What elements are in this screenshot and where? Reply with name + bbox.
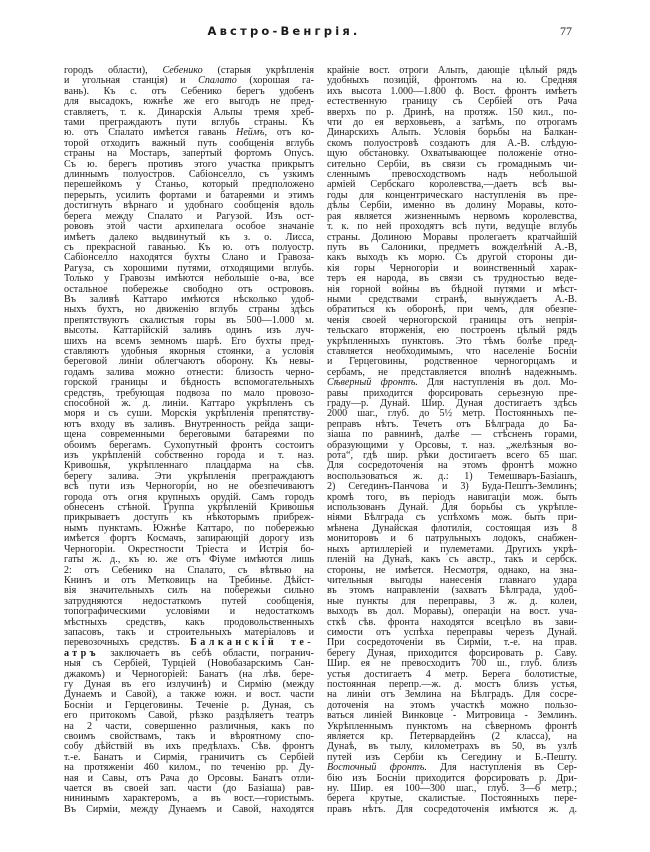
text-run: щую обстановку. Охватывающее положеніе отно- bbox=[327, 148, 577, 160]
text-run: его притокомъ Савой, рѣзко раздѣляетъ театръ bbox=[64, 710, 314, 722]
text-run: страны. Долиною Моравы пролегаетъ кратчайшій bbox=[327, 231, 577, 243]
text-run: на протяженіи 460 килом., по теченію рр. Ду- bbox=[64, 762, 314, 774]
text-run: скомъ полуостровѣ создаютъ для А.-В. слѣдую- bbox=[327, 137, 577, 149]
text-run: ная и Савы, отъ Рача до Орсовы. Банатъ отли- bbox=[64, 772, 314, 784]
page-number: 77 bbox=[560, 24, 572, 38]
text-run: на 2 части, совершенно различныя, какъ по bbox=[64, 720, 314, 732]
left-column bbox=[64, 66, 314, 815]
text-run: является кр. Петервардейнъ (2 класса), на bbox=[327, 731, 577, 742]
text-run: ченія своей черногорской границы отъ непрія- bbox=[327, 314, 577, 326]
text-run: реправъ нѣтъ. Течетъ отъ Бѣлграда до Ба- bbox=[327, 418, 577, 430]
text-run: перевозочныхъ средствъ. bbox=[64, 637, 191, 649]
text-run: 2000 шаг., глуб. до 5½ метр. Постоянныхъ пе- bbox=[327, 408, 577, 420]
text-run: арміей Сербскаго королевства,—даетъ всѣ вы- bbox=[327, 179, 577, 191]
text-run: Въ Сирміи, между Дунаемъ и Савой, находятся bbox=[64, 803, 314, 815]
italic-heading: Спалато bbox=[198, 75, 237, 87]
text-run: перерыть, усилить фортами и батареями и этимъ bbox=[64, 189, 314, 201]
text-run: вія значительныхъ силъ на побережьи сильно bbox=[64, 585, 314, 597]
text-run: Динарскихъ Альпъ. Условія борьбы на Балкан- bbox=[327, 127, 577, 139]
text-run: гу Дуная въ его излучинѣ) и Сирмію (между bbox=[64, 678, 314, 690]
text-run: обратиться къ оборонѣ, при чемъ, для обезпе- bbox=[327, 304, 577, 316]
text-run: зіаша по равнинѣ, далѣе — стѣсненъ горами, bbox=[327, 429, 577, 441]
text-run: ныя съ Сербіей, Турціей (Новобазарскимъ Сан- bbox=[64, 658, 314, 670]
text-run: 2: отъ Себенико на Спалато, съ вѣтвью на bbox=[64, 564, 314, 576]
text-run: Для наступленія въ Сер- bbox=[426, 762, 577, 774]
text-run: , отъ ко- bbox=[264, 127, 314, 139]
text-run: ставляетъ, т. к. Динарскія Альпы тремя хреб- bbox=[64, 106, 314, 118]
text-run: При сосредоточеніи въ Сирміи, т.-е. на прав. bbox=[327, 637, 577, 649]
text-run: берегу Дуная, приходится форсировать р. Саву. bbox=[327, 647, 577, 659]
text-run: тельскаго вторженія, ею построенъ цѣлый рядъ bbox=[327, 325, 577, 337]
text-run: Укрѣпленнымъ пунктомъ на сѣверномъ фронтѣ bbox=[327, 720, 577, 732]
text-run: равы приходится форсировать серьезную пре- bbox=[327, 387, 577, 399]
text-run: Книнъ и отъ Метковицъ на Требинье. Дѣйст- bbox=[64, 574, 314, 586]
text-run: горской границы и бѣдность вспомогательныхъ bbox=[64, 377, 314, 389]
text-run: джакомъ) и Черногоріей: Банатъ (на лѣв. бере- bbox=[64, 668, 314, 680]
text-run: торой отходитъ важный путь сообщенія вглубь bbox=[64, 137, 314, 149]
text-run: прикрываетъ доступъ къ нѣкоторымъ прибреж- bbox=[64, 512, 314, 524]
page-header bbox=[64, 24, 576, 40]
text-run: чительныя выгоды нанесенія главнаго удара bbox=[327, 574, 577, 586]
text-run: естественную границу съ Сербіей отъ Рача bbox=[327, 96, 577, 108]
text-run: запасовъ, такъ и строительныхъ матеріаловъ и bbox=[64, 626, 314, 638]
text-run: тами преграждаютъ пути вглубь страны. Къ bbox=[64, 117, 314, 129]
text-run: сительно Сербіи, въ связи съ громаднымъ чи- bbox=[327, 158, 577, 170]
text-run: 2) Сегединъ-Панчова и 3) Буда-Пештъ-Землинъ; bbox=[327, 481, 577, 493]
text-run: укрѣпленныхъ пунктовъ. Это тѣмъ болѣе пред- bbox=[327, 335, 577, 347]
text-run: образующими у Орсовы, т. наз. „желѣзныя во- bbox=[327, 439, 577, 451]
right-column bbox=[327, 66, 577, 815]
text-run: Дунаѣ, въ тылу, километрахъ въ 50, въ узлѣ bbox=[327, 741, 577, 753]
text-run: кія горы Черногоріи и воинственный харак- bbox=[327, 262, 577, 274]
text-run: Шир. ея не превосходитъ 700 ш., глуб. близъ bbox=[327, 658, 577, 670]
text-run: (старыя укрѣпленія bbox=[202, 65, 314, 76]
text-run: заключаетъ въ себѣ области, погранич- bbox=[98, 647, 314, 659]
text-run: устья достигаетъ 4 метр. Берега болотистые, bbox=[327, 668, 577, 680]
text-run: вань). Къ с. отъ Себенико берегъ удобенъ bbox=[64, 85, 314, 97]
text-run: правъ нѣтъ. Для сосредоточенія имѣются ж. д. bbox=[327, 803, 577, 815]
text-run: вверхъ по р. Дринѣ, на протяж. 150 кил., по- bbox=[327, 106, 577, 118]
text-run: доточенія на этомъ участкѣ можно пользо- bbox=[327, 699, 577, 711]
text-run: Въ заливѣ Каттаро имѣются нѣсколько удоб- bbox=[64, 293, 314, 305]
text-run: ставляютъ удобныя якорныя стоянки, а условія bbox=[64, 345, 314, 357]
text-run: ными средствами странѣ, вынуждаетъ А.-В. bbox=[327, 293, 577, 305]
text-run: и Герцеговины, родственное черногорцамъ и bbox=[327, 356, 577, 368]
text-run: сленнымъ превосходствомъ надъ небольшой bbox=[327, 169, 577, 181]
text-run: удобныхъ позицій, фронтомъ на ю. Средняя bbox=[327, 75, 577, 87]
text-run: нининымъ характеромъ, а въ вост.—гористымъ. bbox=[64, 793, 314, 805]
text-run: ніями Бѣлграда съ успѣхомъ мож. быть при- bbox=[327, 512, 577, 524]
text-run: нымъ пунктамъ. Южнѣе Каттаро, по побережью bbox=[64, 522, 314, 534]
text-run: рововъ этой части архипелага особое значаніе bbox=[64, 221, 314, 233]
text-run: крайніе вост. отроги Альпъ, дающіе цѣлый рядъ bbox=[327, 65, 577, 76]
text-run: годы для концентрическаго наступленія въ пре- bbox=[327, 189, 577, 201]
text-run: средствъ, требующая подвоза по мало провозо- bbox=[64, 387, 314, 399]
text-run: выходъ въ дол. Моравы), операціи на вост. уча- bbox=[327, 606, 577, 618]
text-run: ныхъ бухтъ, но движенію вглубь страны здѣсь bbox=[64, 304, 314, 316]
text-run: Дунаемъ и Савой), а также южн. и вост. части bbox=[64, 689, 314, 701]
text-run: береговой линіи облегчаютъ оборону. Къ невы- bbox=[64, 356, 314, 368]
text-run: использованъ Дунай. Для борьбы съ укрѣпле- bbox=[327, 502, 577, 514]
text-run: достигнуть вѣрнаго и удобнаго сообщенія вдоль bbox=[64, 200, 314, 212]
text-run: шихъ на всемъ земномъ шарѣ. Его бухты пред- bbox=[64, 335, 314, 347]
italic-heading: Неймъ bbox=[236, 127, 265, 139]
text-run: въ этомъ направленіи (захватъ Бѣлграда, удоб- bbox=[327, 585, 577, 597]
text-run: кромѣ того, въ періодъ навигаціи мож. быть bbox=[327, 491, 577, 503]
text-run: города отъ огня крупныхъ орудій. Самъ городъ bbox=[64, 491, 314, 503]
text-run: путей изъ Сербіи къ Сегедину и Б.-Пешту. bbox=[327, 751, 577, 763]
text-run: страны на Мостаръ, запертый фортомъ Опусъ. bbox=[64, 148, 314, 160]
text-run: берега крутые, скалистые. Постоянныхъ пере- bbox=[327, 793, 577, 805]
text-run: годамъ залива можно отнести: близость черно- bbox=[64, 366, 314, 378]
running-title: Австро-Венгрія. bbox=[207, 24, 361, 38]
text-run: постоянная перепр.—ж. д. мостъ близъ устья, bbox=[327, 678, 577, 690]
text-run: ные пункты для переправы, 3 ж. д. колеи, bbox=[327, 595, 577, 607]
text-run: Для наступленія въ дол. Мо- bbox=[417, 377, 577, 389]
text-run: съ прекрасной гаванью. Къ ю. отъ полуостр. bbox=[64, 241, 314, 253]
text-run: ну. Шир. ея 100—300 шаг., глуб. 3—6 метр.; bbox=[327, 783, 577, 795]
text-line bbox=[327, 805, 577, 815]
text-run: (хорошая га- bbox=[236, 75, 314, 87]
text-run: Для сосредоточенія на этомъ фронтѣ можно bbox=[327, 460, 577, 472]
text-run: мониторовъ и 6 патрульныхъ лодокъ, снабжен- bbox=[327, 533, 577, 545]
text-run: имѣется фортъ Космачъ, запирающій дорогу изъ bbox=[64, 533, 314, 545]
text-run: берега между Спалато и Рагузой. Изъ ост- bbox=[64, 210, 314, 222]
spaced-heading: Балканскій те- bbox=[190, 637, 314, 649]
text-run: какъ выходъ къ морю. Съ другой стороны ди- bbox=[327, 252, 577, 264]
text-run: для высадокъ, южнѣе же его выгодъ не пред- bbox=[64, 96, 314, 108]
text-run: Сабіонселло находятся бухты Слано и Гравоза- bbox=[64, 252, 314, 264]
text-run: т.-е. Банатъ и Сирмія, граничитъ съ Сербіей bbox=[64, 751, 314, 763]
text-run: чается въ своей зап. части (до Базіаша) рав- bbox=[64, 783, 314, 795]
text-run: симости отъ успѣха переправы черезъ Дунай. bbox=[327, 626, 577, 638]
text-run: бію изъ Босніи приходится форсировать р. Дри- bbox=[327, 772, 577, 784]
text-run: собу дѣйствій въ ихъ предѣлахъ. Сѣв. фронтъ bbox=[64, 741, 314, 753]
text-run: высоты. Каттарійскій заливъ одинъ изъ луч- bbox=[64, 325, 314, 337]
text-run: Рагуза, съ хорошими путями, отходящими вглубь. bbox=[64, 262, 314, 274]
text-run: топографическими условіями и недостаткомъ bbox=[64, 606, 314, 618]
text-run: всѣ пути изъ Черногоріи, но не обезпечиваютъ bbox=[64, 481, 314, 493]
text-run: ю. отъ Спалато имѣется гавань bbox=[64, 127, 237, 139]
text-run: сербамъ, не представляется вполнѣ надежнымъ. bbox=[327, 366, 577, 378]
text-run: граду—р. Дунай. Шир. Дуная достигаетъ здѣсь bbox=[327, 398, 577, 409]
text-run: дѣлы Сербіи, именно въ долину Моравы, кото- bbox=[327, 200, 577, 212]
text-run: ставляется необходимымъ, что населеніе Босніи bbox=[327, 345, 577, 357]
text-run: стороны, не имѣется. Несмотря, однако, на зна- bbox=[327, 564, 577, 576]
text-run: ихъ высота 1.000—1.800 ф. Вост. фронтъ имѣетъ bbox=[327, 85, 577, 97]
text-run: Босніи и Герцеговины. Теченіе р. Дуная, съ bbox=[64, 699, 314, 711]
text-run: и угольная станція) и bbox=[64, 75, 199, 87]
text-run: городъ области), bbox=[64, 65, 163, 76]
text-run: способной ж. д. линіи. Каттаро укрѣпленъ съ bbox=[64, 398, 314, 409]
text-run: сткѣ сѣв. фронта находятся всецѣло въ зави- bbox=[327, 616, 577, 628]
text-run: рота“, гдѣ шир. рѣки достигаетъ всего 65 шаг. bbox=[327, 450, 577, 462]
text-run: обнесенъ стѣной. Группа укрѣпленій Кривошья bbox=[64, 502, 314, 514]
text-run: перешейкомъ у Станьо, который предположено bbox=[64, 179, 314, 191]
text-run: имѣетъ далеко выдвинутый къ з. о. Лисса, bbox=[64, 231, 314, 243]
spaced-heading: атръ bbox=[64, 647, 99, 659]
text-run: на линіи отъ Землина на Бѣлградъ. Для сосре- bbox=[327, 689, 577, 701]
text-run: длиннымъ полуостров. Сабіонселло, съ узкимъ bbox=[64, 169, 314, 181]
italic-heading: Сѣверный фронтъ. bbox=[327, 377, 418, 389]
text-run: щена современными береговыми батареями по bbox=[64, 429, 314, 441]
text-run: т. к. по ней проходятъ всѣ пути, ведущіе вглубь bbox=[327, 221, 577, 233]
text-line bbox=[64, 805, 314, 815]
text-run: рая является жизненнымъ нервомъ королевства, bbox=[327, 210, 577, 222]
text-run: Кривошья, укрѣпленнаго плацдарма на сѣв. bbox=[64, 460, 314, 472]
text-run: мѣнена Дунайская флотилія, состоящая изъ 8 bbox=[327, 522, 577, 534]
italic-heading: Себенико bbox=[162, 65, 203, 76]
text-run: обоимъ берегамъ. Сухопутный фронтъ состоитъ bbox=[64, 439, 314, 451]
text-run: затрудняются недостаткомъ путей сообщенія, bbox=[64, 595, 314, 607]
text-run: моря и съ суши. Морскія укрѣпленія препятству- bbox=[64, 408, 314, 420]
text-run: своимъ свойствамъ, такъ и вѣроятному спо- bbox=[64, 731, 314, 742]
text-run: пленій на Дунаѣ, какъ съ австр., такъ и сербск. bbox=[327, 554, 577, 566]
text-run: ныхъ артиллеріей и пулеметами. Другихъ укрѣ- bbox=[327, 543, 577, 555]
text-run: ютъ входу въ заливъ. Внутренность рейда защи- bbox=[64, 418, 314, 430]
text-run: изъ укрѣпленій собственно города и т. наз. bbox=[64, 450, 314, 462]
text-run: мѣстныхъ средствъ, какъ продовольственныхъ bbox=[64, 616, 314, 628]
text-run: чти до ея верховьевъ, а затѣмъ, по отрогамъ bbox=[327, 117, 577, 129]
text-run: воспользоваться ж. д.: 1) Темешваръ-Базіашъ, bbox=[327, 470, 577, 482]
text-run: остальное побережье свободно отъ острововъ. bbox=[64, 283, 314, 295]
text-run: нія горной войны въ бѣдной путями и мѣст- bbox=[327, 283, 577, 295]
text-run: ваться линіей Винковце - Митровица - Землинъ. bbox=[327, 710, 577, 722]
text-run: берегу залива. Эти укрѣпленія преграждаютъ bbox=[64, 470, 314, 482]
text-run: Черногоріи. Окрестности Тріеста и Истрія бо- bbox=[64, 543, 314, 555]
text-run: теръ ея народа, въ связи съ трудностью веде- bbox=[327, 273, 577, 285]
text-run: гаты ж. д., къ ю. же отъ Фіуме имѣются лишь bbox=[64, 554, 314, 566]
italic-heading: Восточный фронтъ. bbox=[327, 762, 427, 774]
text-run: Только у Гравозы имѣются небольшіе о-ва, все bbox=[64, 273, 314, 285]
text-run: препятствуютъ скалистыя горы въ 500—1.000 м. bbox=[64, 314, 314, 326]
text-run: Съ ю. берегъ противъ этого участка прикрытъ bbox=[64, 158, 314, 170]
text-run: путь въ Салоники, предметъ вожделѣній А.-В, bbox=[327, 241, 577, 253]
